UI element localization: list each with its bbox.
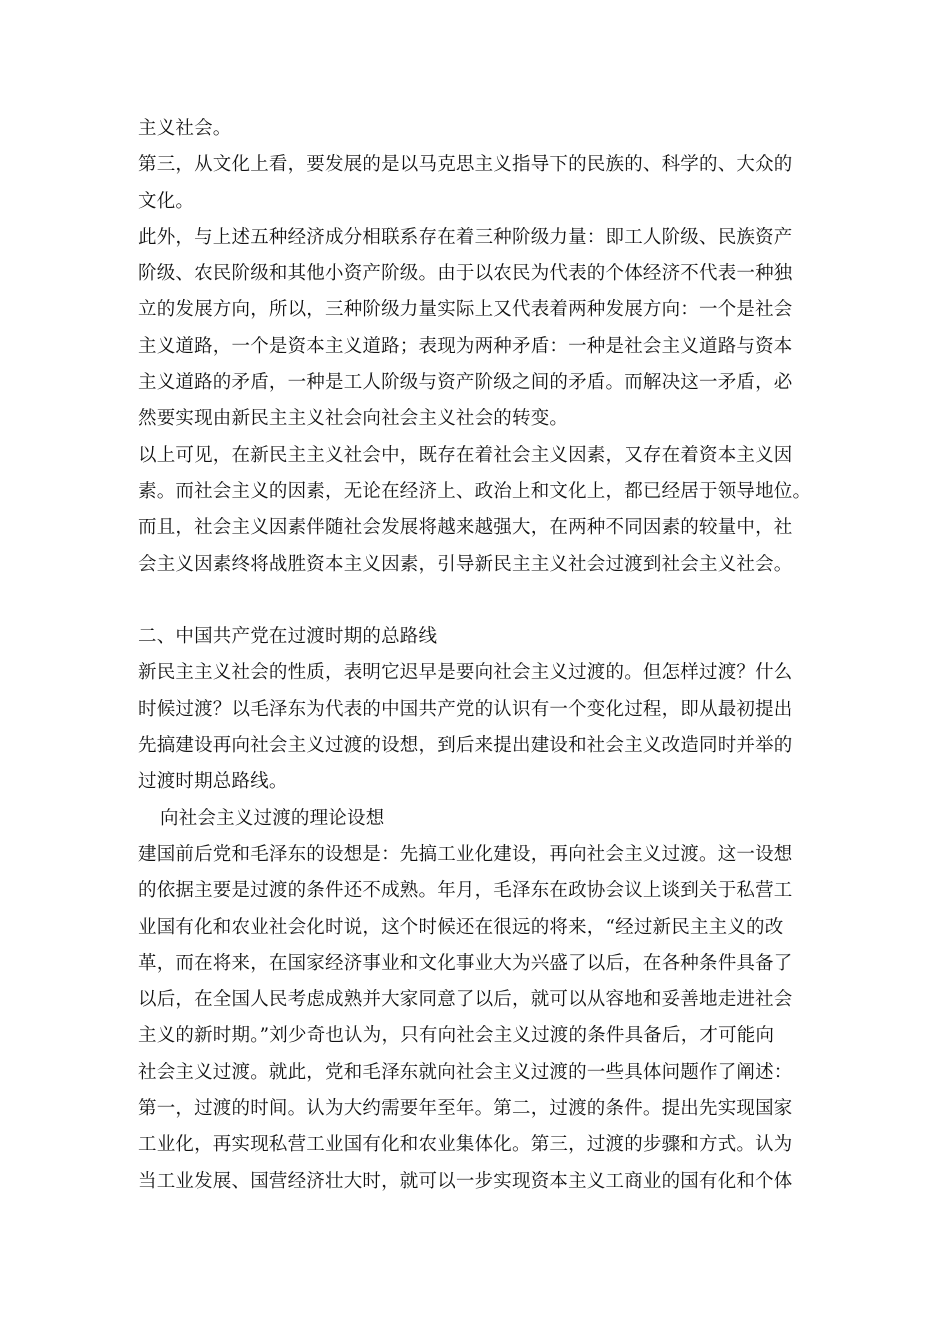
text-line: 立的发展方向，所以，三种阶级力量实际上又代表着两种发展方向：一个是社会: [138, 299, 793, 321]
text-line: 以后，在全国人民考虑成熟并大家同意了以后，就可以从容地和妥善地走进社会: [138, 989, 793, 1011]
text-line: 文化。: [138, 190, 195, 212]
text-line: 社会主义过渡。就此，党和毛泽东就向社会主义过渡的一些具体问题作了阐述：: [138, 1061, 793, 1083]
text-line: 时候过渡？以毛泽东为代表的中国共产党的认识有一个变化过程，即从最初提出: [138, 698, 793, 720]
text-line: 二、中国共产党在过渡时期的总路线: [138, 626, 438, 648]
text-line: 当工业发展、国营经济壮大时，就可以一步实现资本主义工商业的国有化和个体: [138, 1170, 793, 1192]
text-line: 然要实现由新民主主义社会向社会主义社会的转变。: [138, 408, 569, 430]
text-line: 此外，与上述五种经济成分相联系存在着三种阶级力量：即工人阶级、民族资产: [138, 226, 793, 248]
text-line: 阶级、农民阶级和其他小资产阶级。由于以农民为代表的个体经济不代表一种独: [138, 263, 793, 285]
text-line: 建国前后党和毛泽东的设想是：先搞工业化建设，再向社会主义过渡。这一设想: [138, 843, 793, 865]
text-line: 主义社会。: [138, 118, 232, 139]
text-line: 主义道路，一个是资本主义道路；表现为两种矛盾：一种是社会主义道路与资本: [138, 335, 793, 357]
document-body: [138, 111, 824, 1200]
text-line: 过渡时期总路线。: [138, 771, 288, 793]
text-line: 素。而社会主义的因素，无论在经济上、政治上和文化上，都已经居于领导地位。: [138, 480, 812, 502]
text-line: 以上可见，在新民主主义社会中，既存在着社会主义因素，又存在着资本主义因: [138, 444, 793, 466]
text-line: 新民主主义社会的性质，表明它迟早是要向社会主义过渡的。但怎样过渡？什么: [138, 662, 793, 684]
text-line: 革，而在将来，在国家经济事业和文化事业大为兴盛了以后，在各种条件具备了: [138, 952, 793, 974]
text-line: 主义道路的矛盾，一种是工人阶级与资产阶级之间的矛盾。而解决这一矛盾，必: [138, 372, 793, 394]
text-line: 而且，社会主义因素伴随社会发展将越来越强大，在两种不同因素的较量中，社: [138, 517, 793, 539]
text-line: 第三，从文化上看，要发展的是以马克思主义指导下的民族的、科学的、大众的: [138, 154, 793, 176]
text-line: 工业化，再实现私营工业国有化和农业集体化。第三，过渡的步骤和方式。认为: [138, 1134, 793, 1156]
text-line: 第一，过渡的时间。认为大约需要年至年。第二，过渡的条件。提出先实现国家: [138, 1098, 793, 1120]
text-line: 会主义因素终将战胜资本主义因素，引导新民主主义社会过渡到社会主义社会。: [138, 553, 793, 575]
section-subheading: 向社会主义过渡的理论设想: [160, 807, 385, 829]
text-line: 主义的新时期。”刘少奇也认为，只有向社会主义过渡的条件具备后，才可能向: [138, 1025, 775, 1047]
text-line: 先搞建设再向社会主义过渡的设想，到后来提出建设和社会主义改造同时并举的: [138, 735, 793, 757]
text-line: 业国有化和农业社会化时说，这个时候还在很远的将来，“经过新民主主义的改: [138, 916, 784, 938]
blank-line: [138, 583, 824, 619]
text-line: 的依据主要是过渡的条件还不成熟。年月，毛泽东在政协会议上谈到关于私营工: [138, 880, 793, 902]
